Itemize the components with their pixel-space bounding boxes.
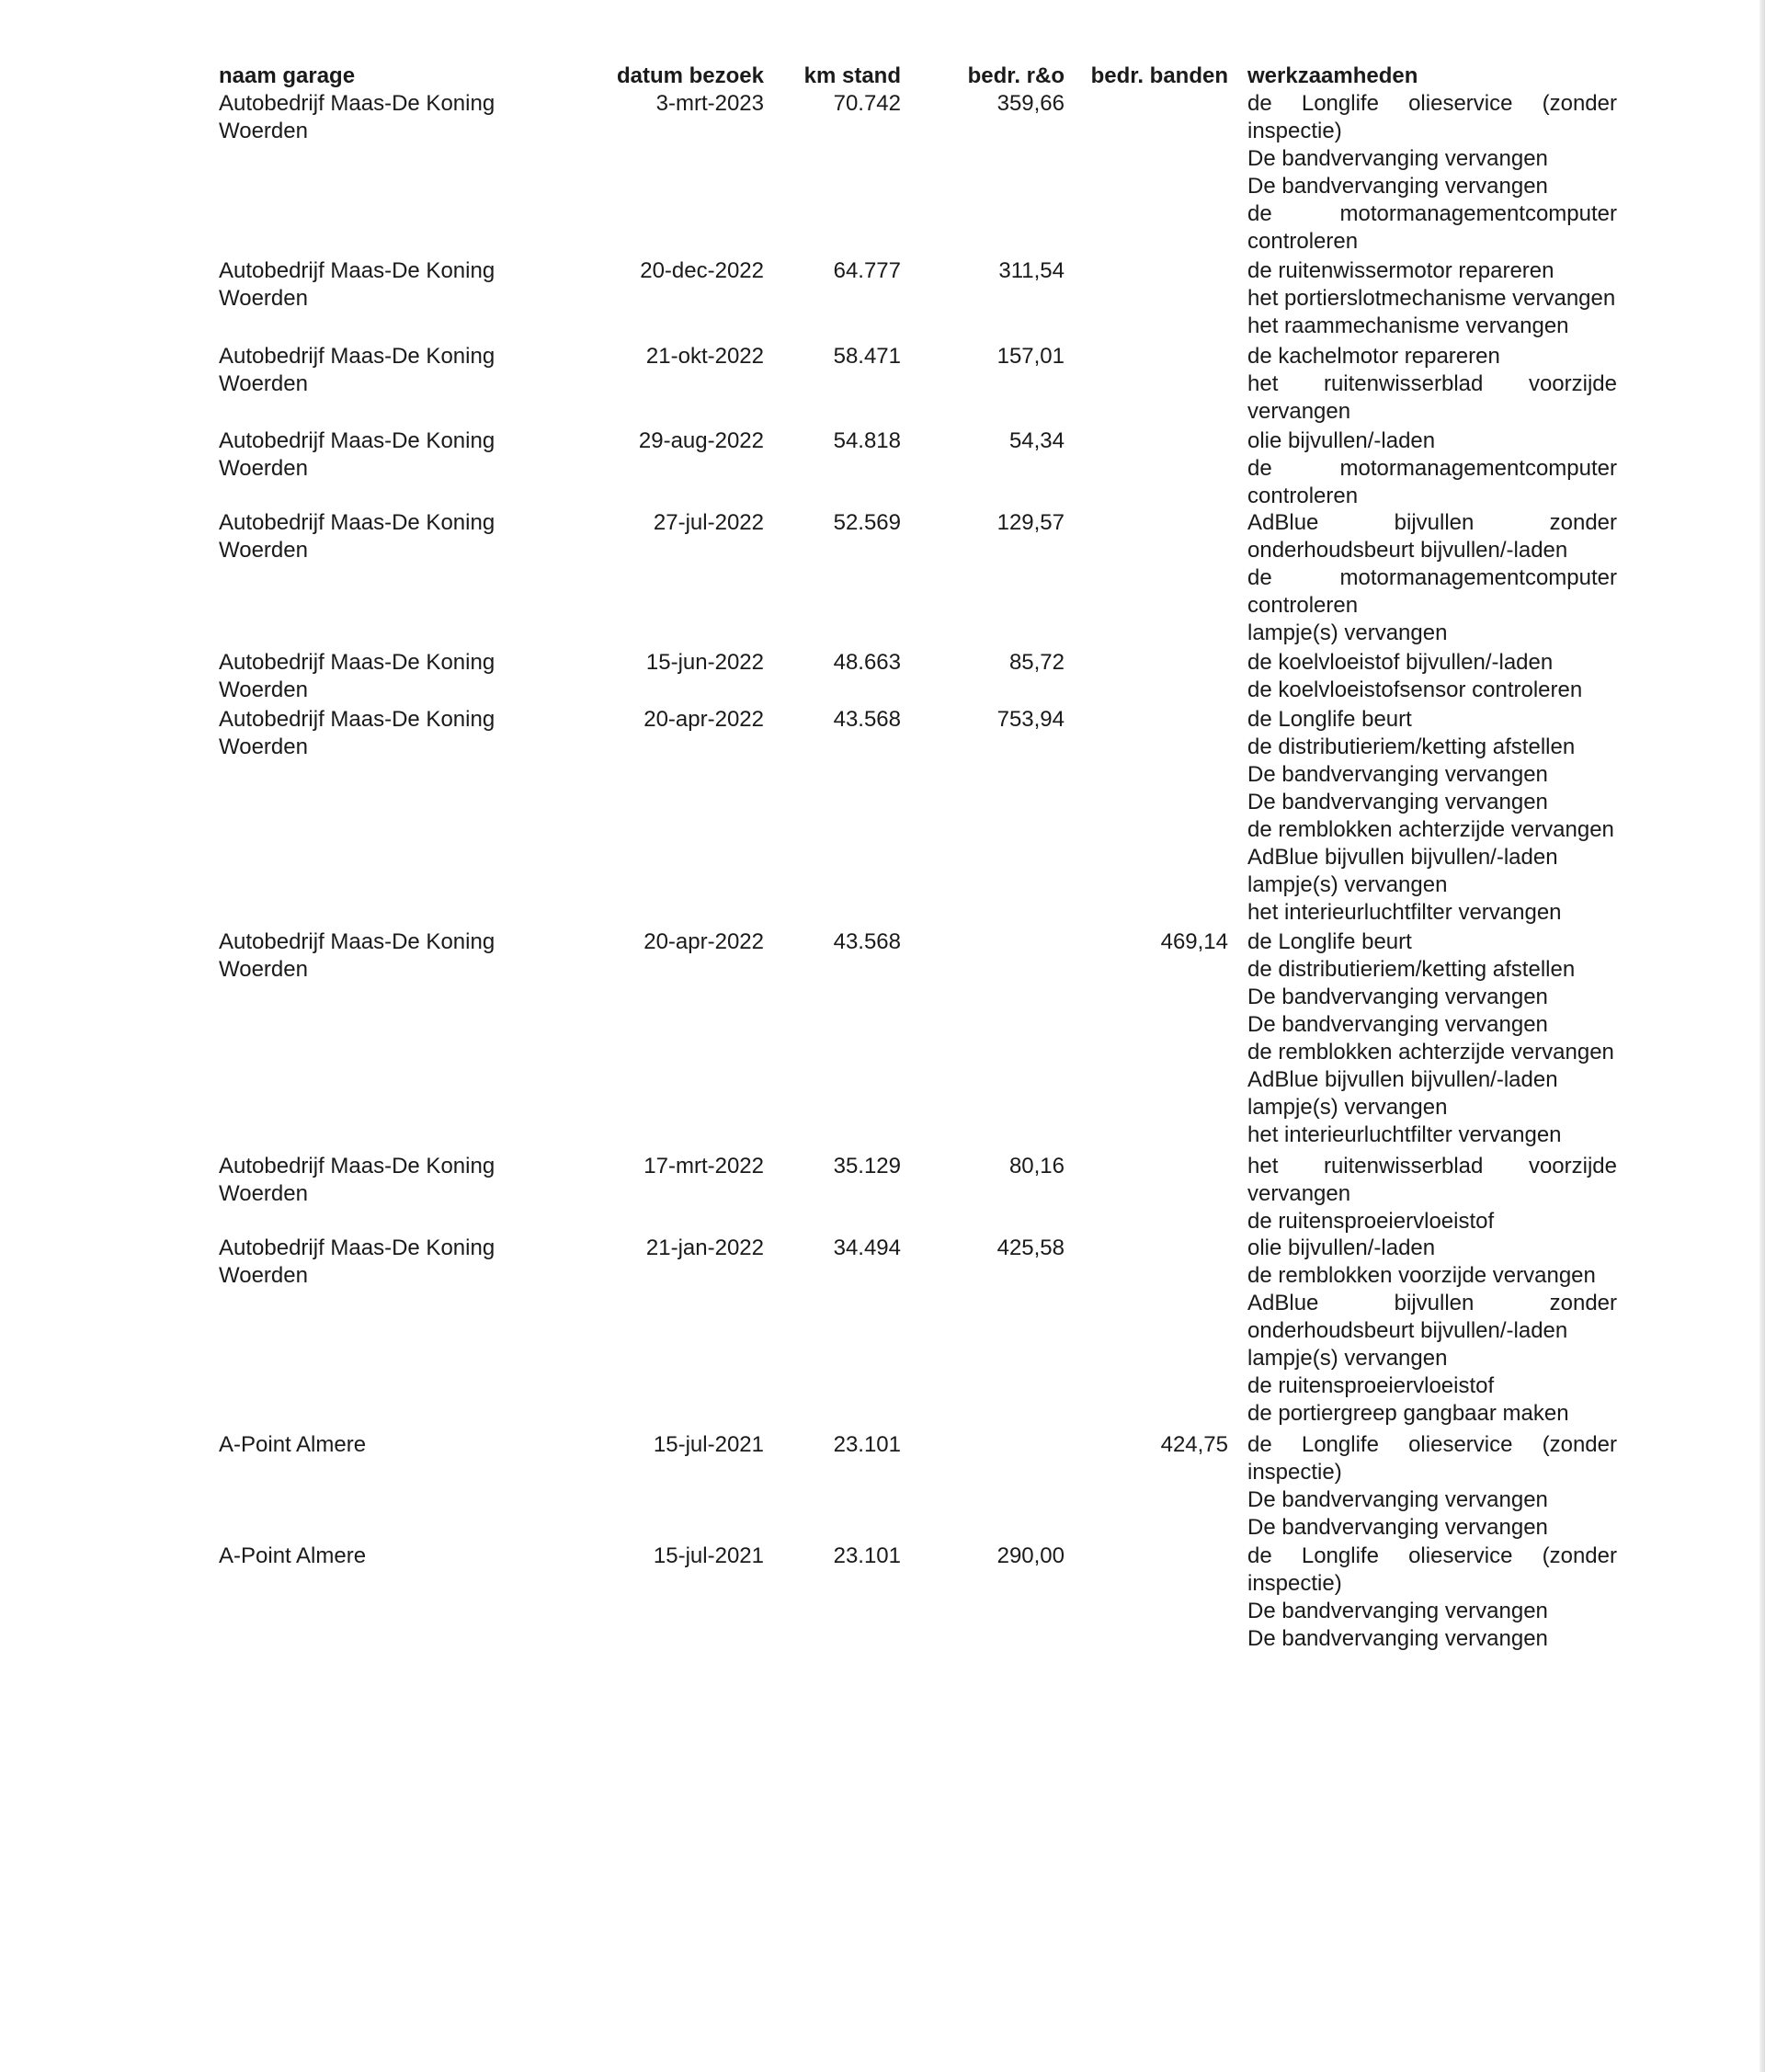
amount-ro: 80,16 [1008,1154,1065,1178]
work-list [1247,1431,1617,1542]
garage-name: A-Point Almere [219,1543,367,1568]
visit-date: 21-jan-2022 [645,1235,764,1260]
work-item: de Longlife beurt [1247,707,1412,732]
work-item: de koelvloeistof bijvullen/-laden [1247,650,1554,675]
work-item: de kachelmotor repareren [1247,344,1500,369]
odometer: 54.818 [833,428,901,453]
garage-name: Autobedrijf Maas-De Koning Woerden [219,344,495,396]
work-item: de distributieriem/ketting afstellen [1247,734,1576,759]
odometer: 64.777 [833,258,901,283]
page-edge-shadow [1759,0,1765,2072]
odometer: 43.568 [833,929,901,954]
odometer: 58.471 [833,344,901,369]
work-item: de distributieriem/ketting afstellen [1247,957,1576,982]
visit-date: 15-jul-2021 [653,1432,764,1457]
work-item: de motormanagementcomputer controleren [1247,201,1617,254]
odometer: 52.569 [833,510,901,535]
work-item: de koelvloeistofsensor controleren [1247,677,1583,702]
work-item: De bandvervanging vervangen [1247,1599,1548,1623]
visit-date: 15-jun-2022 [645,650,764,675]
header-work: werkzaamheden [1247,63,1418,88]
work-item: lampje(s) vervangen [1247,620,1448,645]
work-item: de remblokken voorzijde vervangen [1247,1263,1596,1288]
work-item: De bandvervanging vervangen [1247,174,1548,199]
work-item: de Longlife olieservice (zonder inspectie) [1247,1432,1617,1485]
odometer: 23.101 [833,1543,901,1568]
odometer: 48.663 [833,650,901,675]
work-item: het interieurluchtfilter vervangen [1247,900,1562,925]
work-item: lampje(s) vervangen [1247,1095,1448,1120]
work-item: het raammechanisme vervangen [1247,313,1569,338]
header-date: datum bezoek [616,63,764,88]
work-list [1247,257,1617,340]
odometer: 34.494 [833,1235,901,1260]
garage-name: Autobedrijf Maas-De Koning Woerden [219,510,495,563]
header-amount-ro: bedr. r&o [967,63,1065,88]
odometer: 23.101 [833,1432,901,1457]
garage-name: A-Point Almere [219,1432,367,1457]
visit-date: 20-apr-2022 [643,929,764,954]
work-item: de remblokken achterzijde vervangen [1247,817,1614,842]
work-item: de portiergreep gangbaar maken [1247,1401,1569,1426]
visit-date: 20-apr-2022 [643,707,764,732]
visit-date: 3-mrt-2023 [655,91,764,116]
header-amount-tires: bedr. banden [1090,63,1228,88]
header-km: km stand [803,63,901,88]
work-item: de Longlife olieservice (zonder inspectie) [1247,91,1617,143]
garage-name: Autobedrijf Maas-De Koning Woerden [219,1235,495,1288]
odometer: 35.129 [833,1154,901,1178]
work-list [1247,706,1617,927]
work-item: De bandvervanging vervangen [1247,762,1548,787]
work-item: de motormanagementcomputer controleren [1247,456,1617,508]
work-item: AdBlue bijvullen bijvullen/-laden [1247,1067,1558,1092]
work-item: lampje(s) vervangen [1247,1346,1448,1371]
garage-name: Autobedrijf Maas-De Koning Woerden [219,929,495,982]
work-list [1247,509,1617,647]
work-item: De bandvervanging vervangen [1247,1626,1548,1651]
work-list [1247,928,1617,1149]
work-list [1247,427,1617,510]
work-item: het portierslotmechanisme vervangen [1247,286,1616,311]
work-item: de ruitenwissermotor repareren [1247,258,1554,283]
work-item: de remblokken achterzijde vervangen [1247,1040,1614,1064]
header-garage: naam garage [219,63,356,88]
work-item: De bandvervanging vervangen [1247,146,1548,171]
work-list [1247,1153,1617,1235]
amount-ro: 311,54 [998,258,1065,283]
amount-ro: 290,00 [996,1543,1065,1568]
visit-date: 17-mrt-2022 [643,1154,764,1178]
amount-ro: 359,66 [996,91,1065,116]
work-item: AdBlue bijvullen zonder onderhoudsbeurt bijvullen/-laden [1247,510,1617,563]
amount-ro: 157,01 [996,344,1065,369]
work-item: olie bijvullen/-laden [1247,1235,1436,1260]
work-item: olie bijvullen/-laden [1247,428,1436,453]
garage-name: Autobedrijf Maas-De Koning Woerden [219,428,495,481]
odometer: 43.568 [833,707,901,732]
visit-date: 20-dec-2022 [640,258,764,283]
work-list [1247,1235,1617,1428]
work-item: De bandvervanging vervangen [1247,790,1548,814]
work-item: het ruitenwisserblad voorzijde vervangen [1247,371,1617,424]
garage-name: Autobedrijf Maas-De Koning Woerden [219,707,495,759]
amount-ro: 129,57 [996,510,1065,535]
work-item: AdBlue bijvullen bijvullen/-laden [1247,845,1558,870]
garage-name: Autobedrijf Maas-De Koning Woerden [219,1154,495,1206]
amount-ro: 54,34 [1008,428,1065,453]
work-item: de ruitensproeiervloeistof [1247,1373,1495,1398]
amount-tires: 424,75 [1160,1432,1228,1457]
work-item: De bandvervanging vervangen [1247,985,1548,1009]
amount-tires: 469,14 [1160,929,1228,954]
visit-date: 27-jul-2022 [653,510,764,535]
work-item: het ruitenwisserblad voorzijde vervangen [1247,1154,1617,1206]
work-item: het interieurluchtfilter vervangen [1247,1122,1562,1147]
garage-name: Autobedrijf Maas-De Koning Woerden [219,650,495,702]
work-item: de motormanagementcomputer controleren [1247,565,1617,618]
amount-ro: 753,94 [996,707,1065,732]
work-item: de ruitensproeiervloeistof [1247,1209,1495,1234]
work-item: De bandvervanging vervangen [1247,1487,1548,1512]
work-list [1247,90,1617,256]
visit-date: 15-jul-2021 [653,1543,764,1568]
work-list [1247,649,1617,704]
work-item: de Longlife olieservice (zonder inspectie) [1247,1543,1617,1596]
work-item: De bandvervanging vervangen [1247,1515,1548,1540]
work-item: de Longlife beurt [1247,929,1412,954]
work-item: lampje(s) vervangen [1247,872,1448,897]
work-item: AdBlue bijvullen zonder onderhoudsbeurt bijvullen/-laden [1247,1291,1617,1343]
work-item: De bandvervanging vervangen [1247,1012,1548,1037]
work-list [1247,343,1617,426]
odometer: 70.742 [833,91,901,116]
garage-name: Autobedrijf Maas-De Koning Woerden [219,258,495,311]
visit-date: 29-aug-2022 [638,428,764,453]
visit-date: 21-okt-2022 [645,344,764,369]
work-list [1247,1543,1617,1653]
amount-ro: 85,72 [1008,650,1065,675]
garage-name: Autobedrijf Maas-De Koning Woerden [219,91,495,143]
amount-ro: 425,58 [996,1235,1065,1260]
